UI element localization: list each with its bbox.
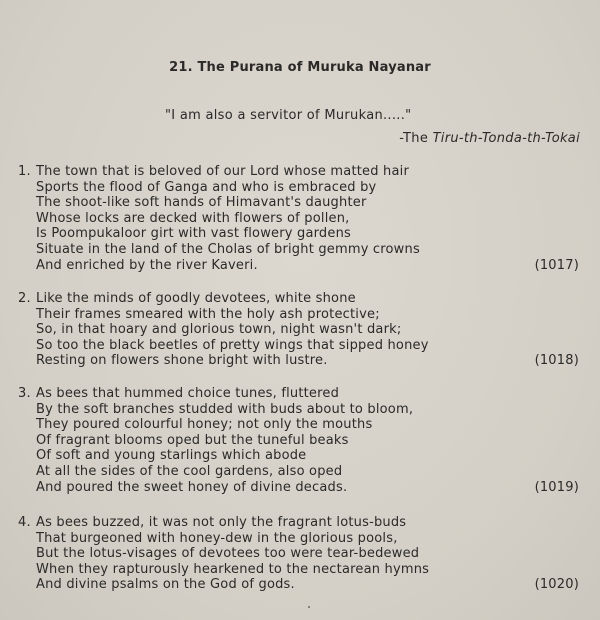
verse-line: And enriched by the river Kaveri. (1017) [36,257,579,273]
attribution-prefix: -The [399,131,433,146]
verse-line: They poured colourful honey; not only the mouths [36,417,373,433]
verse-line: Resting on flowers shone bright with lustre. (1018) [36,353,579,369]
verse-line: 4. As bees buzzed, it was not only the fragrant lotus-buds [18,515,407,530]
verse-reference: (1020) [534,577,579,593]
verse-line: Of fragrant blooms oped but the tuneful beaks [36,432,349,448]
verse-1020 [18,515,584,593]
epigraph-quote: "I am also a servitor of Murukan....." [165,108,412,123]
verse-line: Their frames smeared with the holy ash protective; [36,306,380,322]
attribution-work: Tiru-th-Tonda-th-Tokai [432,131,580,146]
verse-line: Of soft and young starlings which abode [36,448,307,464]
verse-reference: (1019) [534,479,579,495]
verse-line: 3. As bees that hummed choice tunes, fluttered [18,386,340,401]
verse-line: Situate in the land of the Cholas of bright gemmy crowns [36,241,420,257]
verse-number: 1. [18,164,31,179]
chapter-title: 21. The Purana of Muruka Nayanar [169,60,431,75]
verse-line: By the soft branches studded with buds about to bloom, [36,401,414,417]
verse-line: Sports the flood of Ganga and who is embraced by [36,179,377,195]
verse-line: So too the black beetles of pretty wings that sipped honey [36,337,429,353]
verse-number: 4. [18,515,31,530]
verse-line: And divine psalms on the God of gods. (1020) [36,577,579,593]
verse-line: At all the sides of the cool gardens, also oped [36,463,343,479]
verse-1019 [18,386,584,495]
verse-line: And poured the sweet honey of divine decads. (1019) [36,479,579,495]
verse-line: When they rapturously hearkened to the nectarean hymns [36,561,430,577]
verse-1018 [18,291,584,369]
epigraph-attribution [399,131,580,146]
page-speck [308,606,310,608]
verse-line: 2. Like the minds of goodly devotees, white shone [18,291,356,306]
verse-reference: (1017) [534,257,579,273]
verse-line: 1. The town that is beloved of our Lord whose matted hair [18,164,410,179]
verse-line: That burgeoned with honey-dew in the glorious pools, [36,530,398,546]
verse-number: 2. [18,291,31,306]
verse-line: Whose locks are decked with flowers of pollen, [36,210,350,226]
verse-1017 [18,164,584,273]
verse-line: But the lotus-visages of devotees too were tear-bedewed [36,546,420,562]
verse-line: Is Poompukaloor girt with vast flowery gardens [36,226,351,242]
verse-line: The shoot-like soft hands of Himavant's daughter [36,195,367,211]
verse-reference: (1018) [534,353,579,369]
verse-line: So, in that hoary and glorious town, night wasn't dark; [36,322,402,338]
verse-number: 3. [18,386,31,401]
